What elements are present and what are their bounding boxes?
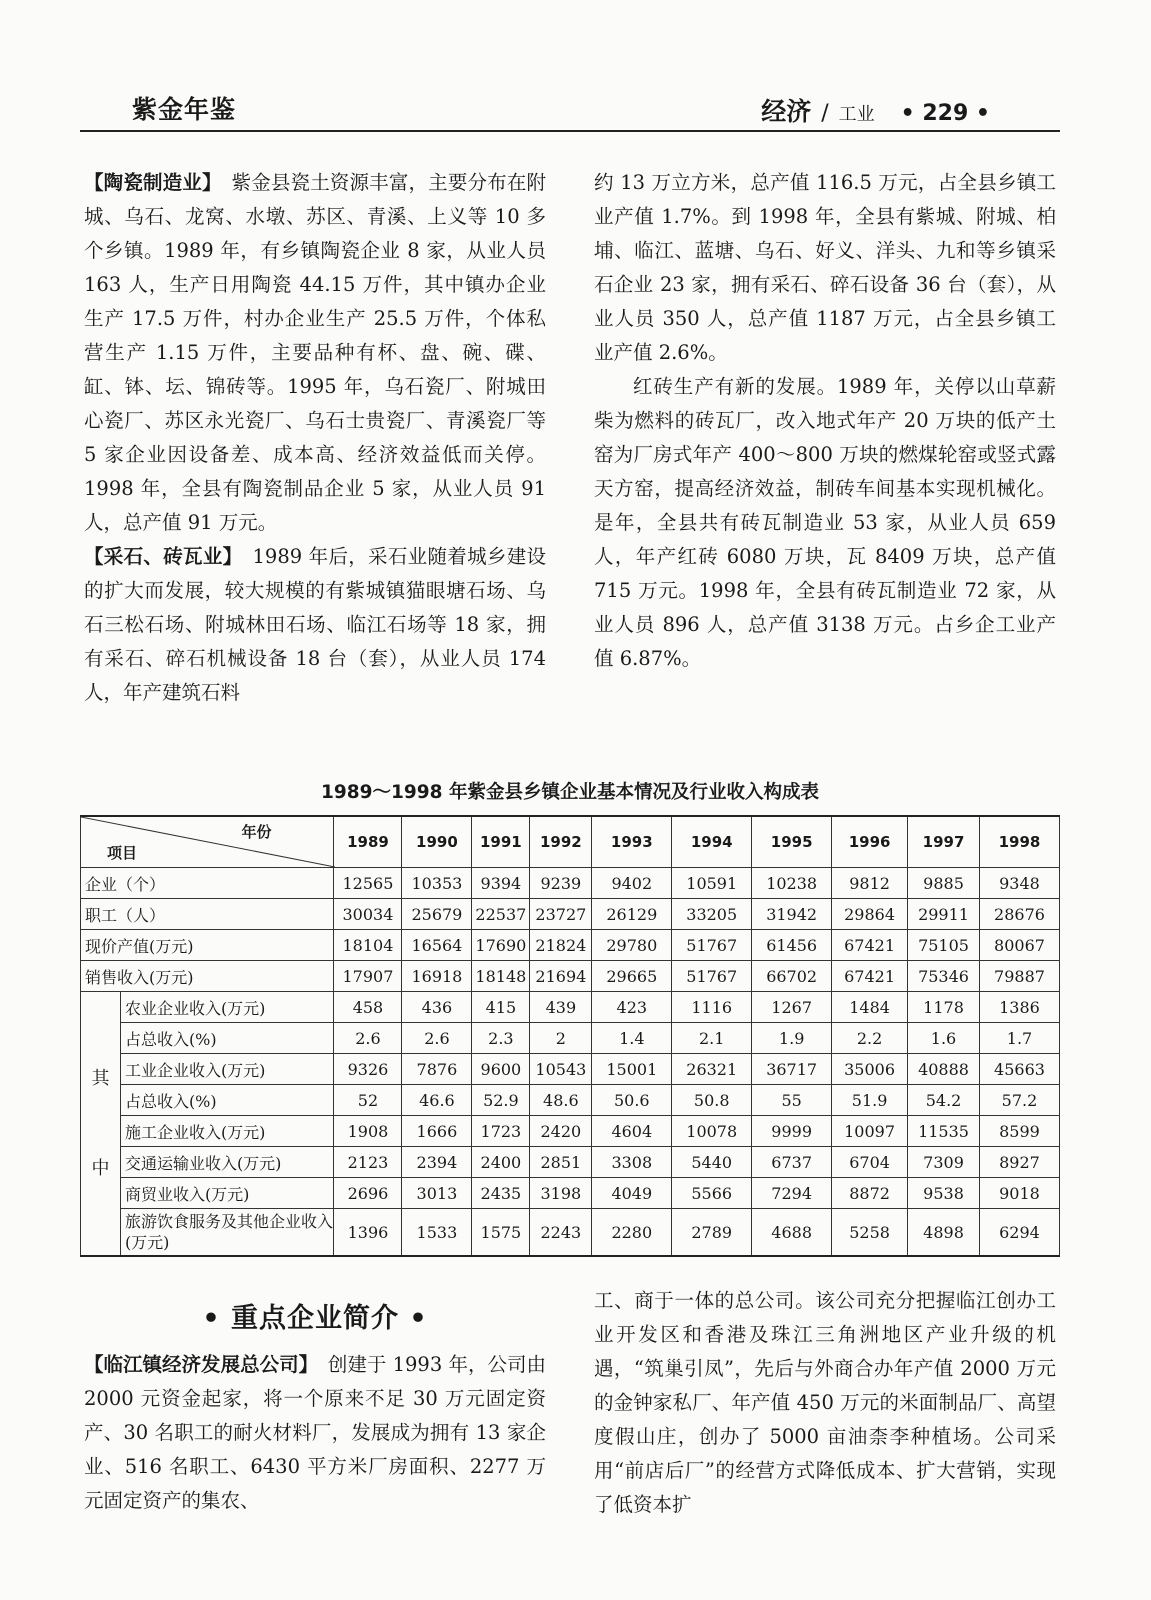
- table-cell: 1908: [334, 1116, 402, 1147]
- table-cell: 2789: [672, 1209, 752, 1257]
- table-cell: 1396: [334, 1209, 402, 1257]
- table-row: [81, 1178, 1060, 1209]
- table-cell: 1178: [908, 992, 980, 1023]
- table-cell: 2.6: [402, 1023, 472, 1054]
- table-cell: 1723: [472, 1116, 530, 1147]
- table-cell: 23727: [530, 899, 592, 930]
- year-header-1995: 1995: [752, 816, 832, 868]
- table-cell: 1484: [832, 992, 908, 1023]
- table-cell: 1116: [672, 992, 752, 1023]
- row-label: 旅游饮食服务及其他企业收入(万元): [120, 1209, 334, 1257]
- table-cell: 22537: [472, 899, 530, 930]
- right-column-top: [594, 166, 1056, 676]
- table-cell: 16564: [402, 930, 472, 961]
- table-cell: 415: [472, 992, 530, 1023]
- row-label: 职工（人）: [81, 899, 334, 930]
- text-quarry: 1989 年后，采石业随着城乡建设的扩大而发展，较大规模的有紫城镇猫眼塘石场、乌石三松石场、附城林田石场、临江石场等 18 家，拥有采石、碎石机械设备 18 台（套），从业人员 174 人，年产建筑石料: [84, 545, 546, 704]
- table-cell: 25679: [402, 899, 472, 930]
- table-cell: 1.7: [979, 1023, 1059, 1054]
- table-cell: 2.1: [672, 1023, 752, 1054]
- right-column-bottom: [594, 1284, 1056, 1522]
- table-cell: 6737: [752, 1147, 832, 1178]
- table-cell: 45663: [979, 1054, 1059, 1085]
- table-cell: 2243: [530, 1209, 592, 1257]
- header-slash: /: [821, 101, 829, 126]
- table-cell: 9600: [472, 1054, 530, 1085]
- table-cell: 35006: [832, 1054, 908, 1085]
- row-label: 农业企业收入(万元): [120, 992, 334, 1023]
- table-cell: 29780: [592, 930, 672, 961]
- table-cell: 2435: [472, 1178, 530, 1209]
- table-row: [81, 1023, 1060, 1054]
- paragraph-linjiang: [84, 1348, 546, 1518]
- table-cell: 9348: [979, 868, 1059, 899]
- table-cell: 52.9: [472, 1085, 530, 1116]
- table-cell: 26129: [592, 899, 672, 930]
- table-cell: 15001: [592, 1054, 672, 1085]
- page-header: [80, 86, 1060, 132]
- table-cell: 11535: [908, 1116, 980, 1147]
- year-header-1989: 1989: [334, 816, 402, 868]
- table-cell: 2696: [334, 1178, 402, 1209]
- heading-quarry: 【采石、砖瓦业】: [84, 545, 233, 568]
- table-row: [81, 930, 1060, 961]
- table-cell: 1.6: [908, 1023, 980, 1054]
- table-cell: 8872: [832, 1178, 908, 1209]
- table-cell: 4688: [752, 1209, 832, 1257]
- table-cell: 48.6: [530, 1085, 592, 1116]
- row-label: 施工企业收入(万元): [120, 1116, 334, 1147]
- year-header-1993: 1993: [592, 816, 672, 868]
- table-cell: 1575: [472, 1209, 530, 1257]
- table-cell: 7309: [908, 1147, 980, 1178]
- table-cell: 29665: [592, 961, 672, 992]
- table-cell: 50.6: [592, 1085, 672, 1116]
- table-cell: 29864: [832, 899, 908, 930]
- table-cell: 26321: [672, 1054, 752, 1085]
- table-cell: 61456: [752, 930, 832, 961]
- table-cell: 3198: [530, 1178, 592, 1209]
- table-cell: 2400: [472, 1147, 530, 1178]
- table-cell: 439: [530, 992, 592, 1023]
- table-cell: 79887: [979, 961, 1059, 992]
- paragraph-linjiang-cont: 工、商于一体的总公司。该公司充分把握临江创办工业开发区和香港及珠江三角洲地区产业升级的机遇，“筑巢引凤”，先后与外商合办年产值 2000 万元的金钟家私厂、年产值 450 万元的米面制品厂、高望度假山庄，创办了 5000 亩油柰李种植场。公司采用“前店后厂”的经营方式降低成本、扩大营销，实现了低资本扩: [594, 1289, 1056, 1516]
- table-cell: 18104: [334, 930, 402, 961]
- table-cell: 9239: [530, 868, 592, 899]
- table-cell: 8927: [979, 1147, 1059, 1178]
- page-number: • 229 •: [900, 101, 990, 126]
- table-cell: 21824: [530, 930, 592, 961]
- table-cell: 18148: [472, 961, 530, 992]
- table-cell: 9885: [908, 868, 980, 899]
- table-cell: 54.2: [908, 1085, 980, 1116]
- table-cell: 5566: [672, 1178, 752, 1209]
- table-cell: 10078: [672, 1116, 752, 1147]
- table-cell: 28676: [979, 899, 1059, 930]
- row-label: 交通运输业收入(万元): [120, 1147, 334, 1178]
- table-cell: 4049: [592, 1178, 672, 1209]
- table-cell: 3013: [402, 1178, 472, 1209]
- table-cell: 6294: [979, 1209, 1059, 1257]
- statistics-table: [80, 815, 1060, 1257]
- table-row: [81, 868, 1060, 899]
- table-cell: 9326: [334, 1054, 402, 1085]
- table-cell: 1.4: [592, 1023, 672, 1054]
- row-label: 企业（个）: [81, 868, 334, 899]
- table-row: [81, 961, 1060, 992]
- table-cell: 2123: [334, 1147, 402, 1178]
- table-cell: 1386: [979, 992, 1059, 1023]
- table-cell: 2420: [530, 1116, 592, 1147]
- table-cell: 50.8: [672, 1085, 752, 1116]
- table-cell: 10591: [672, 868, 752, 899]
- table-cell: 4604: [592, 1116, 672, 1147]
- table-cell: 10097: [832, 1116, 908, 1147]
- group-label-bottom: 中: [91, 1157, 110, 1179]
- subsection-name: 工业: [838, 104, 875, 125]
- table-cell: 51767: [672, 930, 752, 961]
- left-column-bottom: [84, 1348, 546, 1518]
- paragraph-brick: 红砖生产有新的发展。1989 年，关停以山草薪柴为燃料的砖瓦厂，改入地式年产 20 万块的低产土窑为厂房式年产 400～800 万块的燃煤轮窑或竖式露天方窑，提高经济效益，制砖车间基本实现机械化。是年，全县共有砖瓦制造业 53 家，从业人员 659 人，年产红砖 6080 万块，瓦 8409 万块，总产值 715 万元。1998 年，全县有砖瓦制造业 72 家，从业人员 896 人，总产值 3138 万元。占乡企工业产值 6.87%。: [594, 375, 1056, 670]
- table-cell: 6704: [832, 1147, 908, 1178]
- text-linjiang: 创建于 1993 年，公司由 2000 元资金起家，将一个原来不足 30 万元固定资产、30 名职工的耐火材料厂，发展成为拥有 13 家企业、516 名职工、6430 平方米厂房面积、2277 万元固定资产的集农、: [84, 1353, 546, 1512]
- heading-linjiang: 【临江镇经济发展总公司】: [84, 1353, 309, 1376]
- table-cell: 8599: [979, 1116, 1059, 1147]
- table-cell: 12565: [334, 868, 402, 899]
- row-label: 现价产值(万元): [81, 930, 334, 961]
- table-cell: 51.9: [832, 1085, 908, 1116]
- table-row: [81, 992, 1060, 1023]
- paragraph-quarry-cont: 约 13 万立方米，总产值 116.5 万元，占全县乡镇工业产值 1.7%。到 1998 年，全县有紫城、附城、柏埔、临江、蓝塘、乌石、好义、洋头、九和等乡镇采石企业 23 家，拥有采石、碎石设备 36 台（套），从业人员 350 人，总产值 1187 万元，占全县乡镇工业产值 2.6%。: [594, 171, 1056, 364]
- table-cell: 67421: [832, 930, 908, 961]
- table-cell: 55: [752, 1085, 832, 1116]
- table-cell: 52: [334, 1085, 402, 1116]
- table-cell: 36717: [752, 1054, 832, 1085]
- table-cell: 5440: [672, 1147, 752, 1178]
- table-cell: 57.2: [979, 1085, 1059, 1116]
- table-cell: 80067: [979, 930, 1059, 961]
- table-cell: 9394: [472, 868, 530, 899]
- group-label-top: 其: [91, 1067, 110, 1089]
- table-cell: 1666: [402, 1116, 472, 1147]
- table-cell: 2: [530, 1023, 592, 1054]
- row-label: 商贸业收入(万元): [120, 1178, 334, 1209]
- table-cell: 3308: [592, 1147, 672, 1178]
- table-cell: 1533: [402, 1209, 472, 1257]
- row-label: 占总收入(%): [120, 1023, 334, 1054]
- table-row: [81, 1085, 1060, 1116]
- table-cell: 2.6: [334, 1023, 402, 1054]
- table-cell: 9812: [832, 868, 908, 899]
- year-header-1998: 1998: [979, 816, 1059, 868]
- table-cell: 7876: [402, 1054, 472, 1085]
- table-cell: 7294: [752, 1178, 832, 1209]
- table-cell: 2394: [402, 1147, 472, 1178]
- table-cell: 458: [334, 992, 402, 1023]
- table-cell: 2.3: [472, 1023, 530, 1054]
- table-cell: 17907: [334, 961, 402, 992]
- table-cell: 2280: [592, 1209, 672, 1257]
- table-cell: 10543: [530, 1054, 592, 1085]
- year-header-1996: 1996: [832, 816, 908, 868]
- table-cell: 5258: [832, 1209, 908, 1257]
- table-cell: 9999: [752, 1116, 832, 1147]
- table-cell: 9402: [592, 868, 672, 899]
- table-cell: 10238: [752, 868, 832, 899]
- year-header-1992: 1992: [530, 816, 592, 868]
- left-column-top: [84, 166, 546, 710]
- section-name: 经济: [761, 97, 812, 126]
- corner-year-label: 年份: [241, 823, 272, 841]
- table-row: [81, 1209, 1060, 1257]
- table-cell: 33205: [672, 899, 752, 930]
- table-cell: 423: [592, 992, 672, 1023]
- table-header-row: [81, 816, 1060, 868]
- table-cell: 4898: [908, 1209, 980, 1257]
- heading-ceramics: 【陶瓷制造业】: [84, 171, 212, 194]
- table-cell: 66702: [752, 961, 832, 992]
- paragraph-ceramics: [84, 166, 546, 540]
- table-cell: 31942: [752, 899, 832, 930]
- book-title: 紫金年鉴: [132, 95, 237, 124]
- section-title: • 重点企业简介 •: [202, 1303, 428, 1334]
- table-cell: 2851: [530, 1147, 592, 1178]
- table-cell: 2.2: [832, 1023, 908, 1054]
- row-label: 占总收入(%): [120, 1085, 334, 1116]
- table-cell: 17690: [472, 930, 530, 961]
- table-cell: 1.9: [752, 1023, 832, 1054]
- year-header-1990: 1990: [402, 816, 472, 868]
- table-caption: 1989～1998 年紫金县乡镇企业基本情况及行业收入构成表: [321, 782, 819, 803]
- table-cell: 75346: [908, 961, 980, 992]
- year-header-1997: 1997: [908, 816, 980, 868]
- row-label: 工业企业收入(万元): [120, 1054, 334, 1085]
- table-cell: 29911: [908, 899, 980, 930]
- table-cell: 30034: [334, 899, 402, 930]
- paragraph-quarry: [84, 540, 546, 710]
- text-ceramics: 紫金县瓷土资源丰富，主要分布在附城、乌石、龙窝、水墩、苏区、青溪、上义等 10 多个乡镇。1989 年，有乡镇陶瓷企业 8 家，从业人员 163 人，生产日用陶瓷 44.15 万件，其中镇办企业生产 17.5 万件，村办企业生产 25.5 万件，个体私营生产 1.15 万件，主要品种有杯、盘、碗、碟、缸、钵、坛、锦砖等。1995 年，乌石瓷厂、附城田心瓷厂、苏区永光瓷厂、乌石士贵瓷厂、青溪瓷厂等 5 家企业因设备差、成本高、经济效益低而关停。1998 年，全县有陶瓷制品企业 5 家，从业人员 91 人，总产值 91 万元。: [84, 171, 546, 534]
- table-cell: 21694: [530, 961, 592, 992]
- table-cell: 9018: [979, 1178, 1059, 1209]
- table-cell: 51767: [672, 961, 752, 992]
- table-cell: 46.6: [402, 1085, 472, 1116]
- table-cell: 16918: [402, 961, 472, 992]
- running-head: [761, 92, 990, 128]
- table-row: [81, 1054, 1060, 1085]
- year-header-1991: 1991: [472, 816, 530, 868]
- table-row: [81, 899, 1060, 930]
- row-label: 销售收入(万元): [81, 961, 334, 992]
- table-cell: 75105: [908, 930, 980, 961]
- table-cell: 10353: [402, 868, 472, 899]
- table-cell: 9538: [908, 1178, 980, 1209]
- table-cell: 436: [402, 992, 472, 1023]
- table-cell: 67421: [832, 961, 908, 992]
- row-group-label: [81, 992, 121, 1257]
- table-cell: 1267: [752, 992, 832, 1023]
- corner-item-label: 项目: [107, 844, 138, 862]
- table-corner-cell: [81, 816, 334, 868]
- table-cell: 40888: [908, 1054, 980, 1085]
- table-row: [81, 1147, 1060, 1178]
- table-row: [81, 1116, 1060, 1147]
- year-header-1994: 1994: [672, 816, 752, 868]
